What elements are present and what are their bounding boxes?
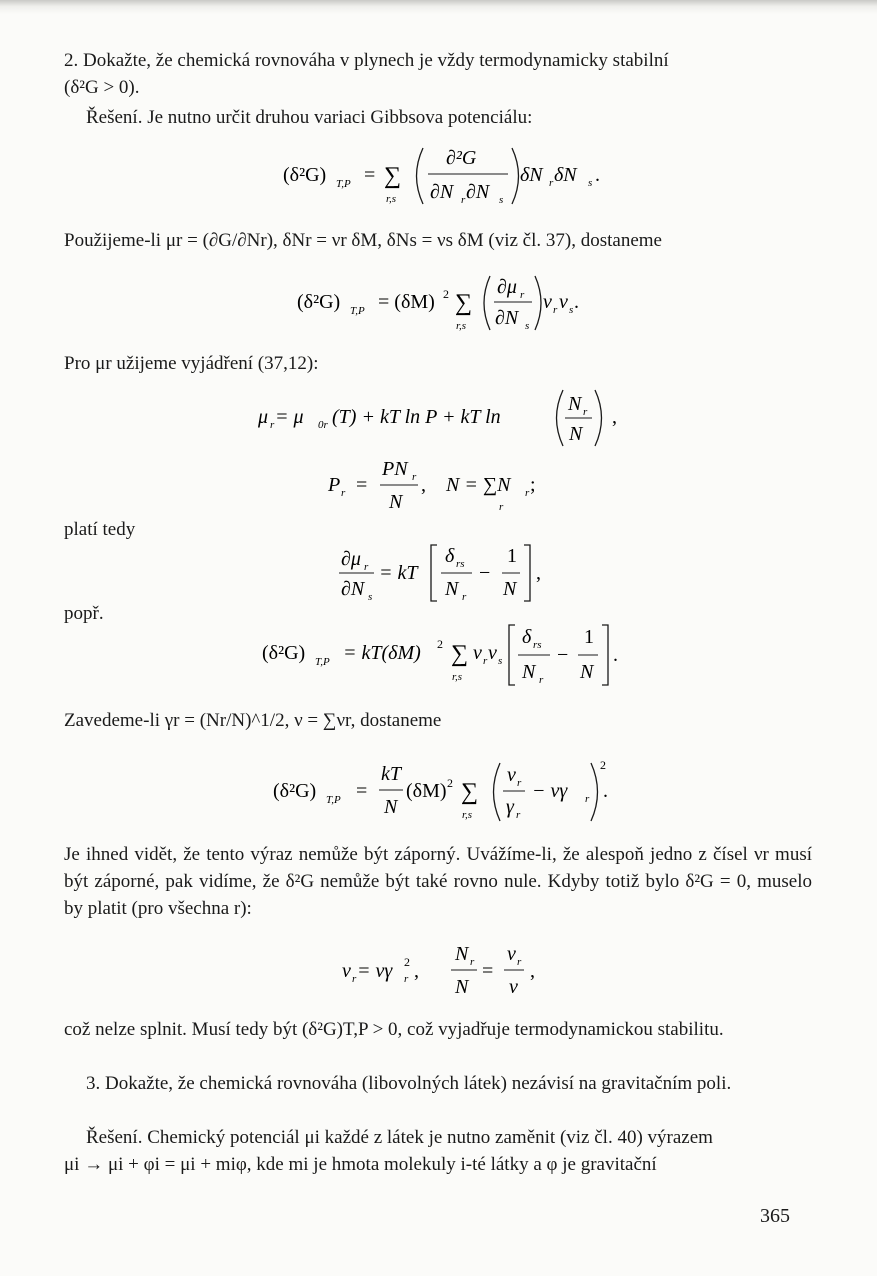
eq2-frac-den: ∂N [495, 307, 519, 329]
eq4-rhs: N = ∑N [446, 474, 511, 496]
eq7-sum-sub: r,s [462, 809, 473, 821]
equation-partial-pressure [0, 455, 877, 525]
eq2-frac-num: ∂μ [497, 276, 517, 298]
eq7-frac-den: N [384, 796, 398, 818]
eq1-sum: ∑ [384, 163, 402, 189]
eq7-p-num-sub: r [517, 777, 522, 789]
eq4-frac-den: N [389, 491, 403, 513]
equation-variation-kt [0, 615, 877, 690]
problem-2-solution-intro: Řešení. Je nutno určit druhou variaci Gibbsova potenciálu: [86, 107, 533, 128]
eq4-comma: , [421, 474, 426, 496]
eq8-f2-num: ν [507, 943, 516, 965]
eq5-minus: − [479, 562, 491, 584]
eq7-lhs-sub: T,P [326, 794, 341, 806]
eq5-frac-den: ∂N [341, 578, 365, 600]
eq1-rest-sub1: r [549, 177, 554, 189]
eq5-equals-kt: = kT [379, 562, 418, 584]
eq7-square-outer: 2 [600, 758, 606, 772]
label-popr: popř. [64, 603, 104, 624]
eq4-lhs-sub: r [341, 487, 346, 499]
eq4-sum-sub: r [499, 501, 504, 513]
equation-mu-derivative [0, 535, 877, 605]
eq6-lhs-sub: T,P [315, 656, 330, 668]
eq1-rest: δN [520, 164, 543, 186]
equation-variation-dm [0, 268, 877, 338]
eq6-left-bracket [509, 625, 515, 685]
eq1-rest-end: . [595, 164, 600, 186]
eq5-frac-num-sub: r [364, 561, 369, 573]
eq7-end: . [603, 780, 608, 802]
eq8-lhs-sub: r [352, 973, 357, 985]
eq8-comma: , [414, 960, 419, 982]
eq1-frac-den-sub2: s [499, 194, 504, 206]
eq2-rest-sub1: r [553, 304, 558, 316]
eq7-left-paren [494, 763, 501, 821]
eq6-lhs: (δ²G) [262, 642, 306, 664]
eq3-lhs-sub: r [270, 419, 275, 431]
eq2-sum-sub: r,s [456, 320, 467, 332]
eq1-frac-den-mid: ∂N [466, 181, 490, 203]
eq3-lhs: μ [258, 406, 269, 428]
eq2-frac-num-sub: r [520, 289, 525, 301]
eq7-frac-num: kT [381, 763, 401, 785]
eq5-one: 1 [507, 545, 517, 567]
eq7-p-den-sub: r [516, 809, 521, 821]
eq1-equals: = [364, 164, 376, 186]
eq6-square: 2 [437, 637, 443, 651]
eq3-mid1: = μ [275, 406, 304, 428]
eq3-end: , [612, 406, 617, 428]
eq8-square: 2 [404, 955, 410, 969]
equation-chemical-potential [0, 380, 877, 450]
eq6-equals: = kT(δM) [343, 642, 421, 664]
eq7-p-num: ν [507, 764, 516, 786]
eq5-frac-num: ∂μ [341, 548, 361, 570]
paragraph-nonnegative: Je ihned vidět, že tento výraz nemůže být záporný. Uvážíme-li, že alespoň jedno z čísel νr musí být záporné, pak vidíme, že δ²G nemůže být také rovno nule. Kdyby totiž bylo δ²G = 0, muselo by platit (pro všechna r): [64, 844, 812, 919]
eq6-nu-sub2: s [498, 655, 503, 667]
eq2-equals: = (δM) [378, 291, 435, 313]
eq6-nu: ν [473, 642, 482, 664]
paragraph-conclusion: což nelze splnit. Musí tedy být (δ²G)T,P > 0, což vyjadřuje termodynamickou stabilitu. [64, 1019, 724, 1040]
eq1-frac-num: ∂²G [446, 147, 477, 169]
eq1-left-paren [417, 148, 424, 204]
eq1-lhs-sub: T,P [336, 178, 351, 190]
eq5-n-den: N [503, 578, 517, 600]
text-gamma: Zavedeme-li γr = (Nr/N)^1/2, ν = ∑νr, dostaneme [64, 710, 442, 731]
eq8-mid-sub: r [404, 973, 409, 985]
eq4-frac-num: PN [382, 458, 408, 480]
eq5-frac-den-sub: s [368, 591, 373, 603]
eq7-right-paren [591, 763, 598, 821]
equation-condition [0, 935, 877, 1005]
eq7-square: 2 [447, 776, 453, 790]
eq5-delta-den-sub: r [462, 591, 467, 603]
eq6-minus: − [557, 644, 569, 666]
eq5-end: , [536, 562, 541, 584]
eq1-sum-sub: r,s [386, 193, 397, 205]
eq4-rhs-sub: r [525, 487, 530, 499]
eq1-frac-den: ∂N [430, 181, 454, 203]
eq2-left-paren [484, 276, 490, 330]
eq1-lhs: (δ²G) [283, 164, 327, 186]
problem-3-statement: 3. Dokažte, že chemická rovnováha (libovolných látek) nezávisí na gravitačním poli. [86, 1073, 732, 1094]
eq2-lhs-sub: T,P [350, 305, 365, 317]
eq5-left-bracket [431, 545, 437, 601]
eq3-mid1-sub: 0r [318, 419, 328, 431]
eq1-rest-sub2: s [588, 177, 593, 189]
eq6-sum-sub: r,s [452, 671, 463, 683]
eq5-delta-den: N [445, 578, 459, 600]
eq8-f1-den: N [455, 976, 469, 998]
eq8-f2-den: ν [509, 976, 518, 998]
eq6-delta-den: N [522, 661, 536, 683]
eq8-equals: = [482, 960, 494, 982]
eq6-delta-num: δ [522, 626, 532, 648]
eq4-equals: = [356, 474, 368, 496]
eq6-sum: ∑ [451, 641, 469, 667]
eq5-right-bracket [524, 545, 530, 601]
problem-3-solution-line2: μi → μi + φi = μi + miφ, kde mi je hmota molekuly i-té látky a φ je gravitační [64, 1154, 657, 1175]
eq6-delta-den-sub: r [539, 674, 544, 686]
problem-3-solution-line1: Řešení. Chemický potenciál μi každé z látek je nutno zaměnit (viz čl. 40) výrazem [86, 1127, 713, 1148]
eq4-semicolon: ; [530, 474, 536, 496]
eq3-mid2: (T) + kT ln P + kT ln [332, 406, 501, 428]
eq8-lhs: ν [342, 960, 351, 982]
text-substitution: Použijeme-li μr = (∂G/∂Nr), δNr = νr δM, δNs = νs δM (viz čl. 37), dostaneme [64, 230, 662, 251]
eq1-rest-mid: δN [554, 164, 577, 186]
equation-variation-gamma [0, 755, 877, 830]
eq7-p-den: γ [506, 796, 514, 818]
eq2-right-paren [535, 276, 541, 330]
eq2-rest: ν [543, 291, 552, 313]
eq8-end: , [530, 960, 535, 982]
eq2-rest-sub2: s [569, 304, 574, 316]
eq6-right-bracket [602, 625, 608, 685]
eq2-frac-den-sub: s [525, 320, 530, 332]
eq5-delta-num-sub: rs [456, 558, 465, 570]
label-plati-tedy: platí tedy [64, 519, 136, 540]
eq6-nu-mid: ν [488, 642, 497, 664]
problem-2-line1: 2. Dokažte, že chemická rovnováha v plynech je vždy termodynamicky stabilní [64, 50, 669, 71]
eq3-left-paren [557, 390, 564, 446]
eq7-dm: (δM) [406, 780, 447, 802]
page-number: 365 [760, 1205, 790, 1227]
eq2-square: 2 [443, 287, 449, 301]
eq6-n-den: N [580, 661, 594, 683]
eq3-frac-num-sub: r [583, 406, 588, 418]
eq7-minus-nu-gamma: − νγ [532, 780, 568, 802]
problem-2-line2: (δ²G > 0). [64, 77, 140, 98]
eq2-sum: ∑ [455, 290, 473, 316]
eq6-one: 1 [584, 626, 594, 648]
eq7-lhs: (δ²G) [273, 780, 317, 802]
eq2-rest-mid: ν [559, 291, 568, 313]
eq7-sum: ∑ [461, 779, 479, 805]
eq7-equals: = [356, 780, 368, 802]
eq8-mid: = νγ [357, 960, 393, 982]
eq8-f2-num-sub: r [517, 956, 522, 968]
eq1-frac-den-sub1: r [461, 194, 466, 206]
eq6-delta-num-sub: rs [533, 639, 542, 651]
equation-second-variation [0, 140, 877, 210]
eq3-frac-den: N [569, 423, 583, 445]
eq7-minus-sub: r [585, 793, 590, 805]
eq3-right-paren [595, 390, 602, 446]
eq3-frac-num: N [568, 393, 582, 415]
eq5-delta-num: δ [445, 545, 455, 567]
eq4-frac-num-sub: r [412, 471, 417, 483]
eq4-lhs: P [328, 474, 341, 496]
text-mu: Pro μr užijeme vyjádření (37,12): [64, 353, 319, 374]
scan-edge-shadow [0, 0, 877, 14]
eq6-nu-sub1: r [483, 655, 488, 667]
eq6-end: . [613, 644, 618, 666]
eq2-lhs: (δ²G) [297, 291, 341, 313]
eq2-rest-end: . [574, 291, 579, 313]
eq1-right-paren [512, 148, 519, 204]
eq8-f1-num: N [455, 943, 469, 965]
eq8-f1-num-sub: r [470, 956, 475, 968]
